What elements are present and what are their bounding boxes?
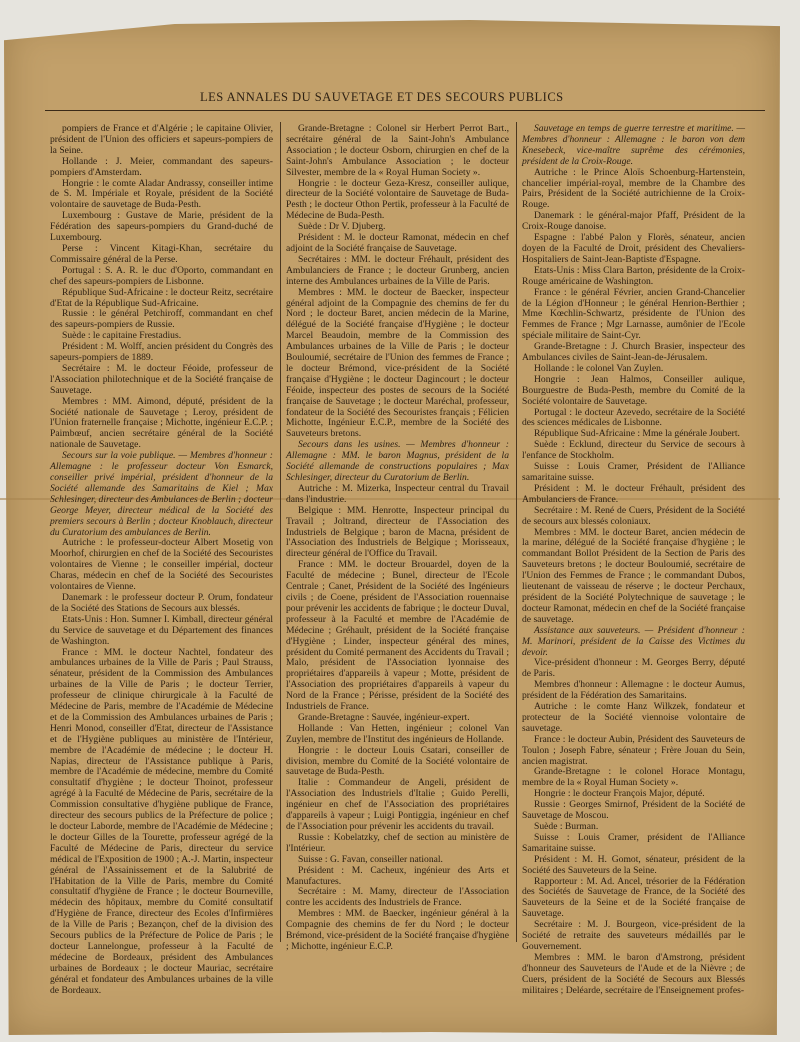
paragraph: Etats-Unis : Miss Clara Barton, présidente de la Croix-Rouge américaine de Washington.: [522, 264, 745, 287]
paragraph: pompiers de France et d'Algérie ; le capitaine Olivier, président de l'Union des officiers et sapeurs-pompiers de la Seine.: [50, 123, 273, 156]
paragraph: France : le général Février, ancien Grand-Chancelier de la Légion d'Honneur ; le général Henrion-Berthier ; Mme Kœchlin-Schwartz, présidente de l'Union des Femmes de France ; Mgr Larnasse, aumônier de l'Ecole spéciale militaire de Saint-Cyr.: [522, 286, 745, 342]
paragraph: Suède : Burman.: [534, 821, 599, 832]
paragraph: Membres : MM. le docteur de Baecker, inspecteur général adjoint de la Compagnie des chemins de fer du Nord ; le docteur Baret, ancien médecin de la Marine, délégué de la Société française d'Hygiène ; le docteur Marcel Beaudoin, membre de la Commission des Ambulances urbaines de la Ville de Paris ; le docteur Bouloumié, secrétaire de l'Union des femmes de France ; le docteur Brémond, vice-président de la Société française d'Hygiène ; le docteur Dagincourt ; le docteur Féoide, inspecteur des postes de secours de la Société française de Sauvetage ; le docteur Maréchal, professeur, fondateur de la Société des Secouristes français ; Félicien Michotte, Ingénieur E.C.P., membre de la Société des Sauveteurs bretons.: [286, 286, 509, 440]
paragraph: Italie : Commandeur de Angeli, président de l'Association des Industriels d'Italie ; Guido Perelli, ingénieur en chef de l'Association des propriétaires d'appareils à vapeur ; Luigi Pontiggia, ingénieur en chef de l'Association pour prévenir les accidents du travail.: [286, 777, 509, 832]
paragraph: Suède : Dr V. Djuberg.: [298, 221, 386, 233]
paragraph: Membres : MM. Aimond, député, président de la Société nationale de Sauvetage ; Leroy, président de l'Union fraternelle française ; Michotte, ingénieur E.C.P. ; Paimbœuf, ancien secrétaire général de la Société nationale de Sauvetage.: [50, 395, 273, 451]
paragraph: Danemark : le général-major Pfaff, Président de la Croix-Rouge danoise.: [522, 210, 745, 233]
paragraph: Assistance aux sauveteurs. — Président d'honneur : M. Marinori, président de la Caisse des Victimes du devoir.: [522, 624, 745, 658]
paragraph: Luxembourg : Gustave de Marie, président de la Fédération des sapeurs-pompiers du Grand-duché de Luxembourg.: [50, 210, 273, 244]
paragraph: Russie : Kobelatzky, chef de section au ministère de l'Intérieur.: [286, 831, 509, 854]
paragraph: France : MM. le docteur Nachtel, fondateur des ambulances urbaines de la Ville de Paris ; Paul Strauss, sénateur, président de la Commission des Ambulances urbaines de la Ville de Paris ; le docteur Terrier, professeur de clinique chirurgicale à la Faculté de Médecine de Paris, membre de l'Académie de Médecine et de la Commission des Ambulances urbaines de Paris ; Henri Monod, conseiller d'Etat, directeur de l'Assistance et de l'Hygiène publiques au ministère de l'Intérieur, membre de l'Académie de médecine ; le docteur H. Napias, directeur de l'Assistance publique à Paris, membre de l'Académie de médecine, membre du Comité consultatif d'hygiène ; le docteur Thoinot, professeur agrégé à la Faculté de Médecine de Paris, secrétaire de la Commission consultative d'hygiène publique de France, directeur des secours publics de la Préfecture de police ; le docteur Laborde, membre de l'Académie de Médecine ; le docteur Gilles de la Tourette, professeur agrégé de la Faculté de Médecine de Paris, directeur du service médical de l'Exposition de 1900 ; A.-J. Martin, inspecteur général de l'Assainissement et de la Salubrité de l'Habitation de la Ville de Paris, membre du Comité consultatif d'hygiène de France ; le docteur Bourneville, médecin des hôpitaux, membre du Comité consultatif d'Hygiène de France, directeur des Ecoles d'Infirmières de la Ville de Paris ; Bezançon, chef de la division des Secours publics de la Préfecture de Police de Paris ; le docteur Lannelongue, professeur à la Faculté de médecine de Bordeaux, président des Ambulances urbaines de Bordeaux ; le docteur Mauriac, secrétaire général et fondateur des Ambulances urbaines de la ville de Bordeaux.: [50, 646, 273, 996]
paragraph: Grande-Bretagne : J. Church Brasier, inspecteur des Ambulances civiles de Saint-Jean-de-Jérusalem.: [522, 341, 745, 364]
text-column-middle: [286, 124, 509, 953]
paragraph: Autriche : le Prince Aloïs Schoenburg-Hartenstein, chancelier impérial-royal, membre de la Chambre des Pairs, Président de la Société autrichienne de la Croix-Rouge.: [522, 166, 745, 211]
paragraph: Secrétaire : M. le docteur Féoide, professeur de l'Association philotechnique et de la Société française de Sauvetage.: [50, 362, 273, 396]
paragraph: France : MM. le docteur Brouardel, doyen de la Faculté de médecine ; Bunel, directeur de l'Ecole Centrale ; Canet, Président de la Société des Ingénieurs civils ; de Coene, président de l'Association rouennaise pour prévenir les accidents de fabrique ; le docteur Duval, professeur à la Faculté et membre de l'Académie de Médecine ; Gréhault, président de la Société française d'Hygiène ; Linder, inspecteur général des mines, président du Comité permanent des Accidents du Travail ; Malo, président de l'Association lyonnaise des propriétaires d'appareils à vapeur ; Motte, président de l'Association des propriétaires d'appareils à vapeur du Nord de la France ; Périsse, président de la Société des Industriels de France.: [286, 559, 509, 713]
paragraph: Hongrie : le docteur Geza-Kresz, conseiller aulique, directeur de la Société volontaire de Sauvetage de Buda-Pesth ; le docteur Othon Pertik, professeur à la Faculté de Médecine de Buda-Pesth.: [286, 177, 509, 222]
paragraph: Grande-Bretagne : Colonel sir Herbert Perrot Bart., secrétaire général de la Saint-John's Ambulance Association ; le docteur Osborn, chirurgien en chef de la Saint-John's Ambulance Association ; le docteur Silvester, membre de la « Royal Human Society ».: [286, 123, 509, 178]
paragraph: Danemark : le professeur docteur P. Orum, fondateur de la Société des Stations de Secours aux blessés.: [50, 591, 273, 614]
paragraph: Grande-Bretagne : Sauvée, ingénieur-expert.: [298, 711, 470, 723]
paragraph: Secours sur la voie publique. — Membres d'honneur : Allemagne : le professeur docteur Von Esmarck, conseiller privé impérial, président d'honneur de la Société allemande des Samaritains de Kiel ; Max Schlesinger, directeur des Ambulances de Berlin ; docteur George Meyer, directeur médical de la Société des premiers secours à Berlin ; docteur Knoblauch, directeur du Curatorium des ambulances de Berlin.: [50, 450, 273, 538]
paragraph: Membres : MM. le docteur Baret, ancien médecin de la marine, délégué de la Société française d'hygiène ; le commandant Bollot Président de la Section de Paris des Sauveteurs bretons ; le docteur Bouloumié, secrétaire de l'Union des Femmes de France ; le commandant Dubos, lieutenant de vaisseau de réserve ; le docteur Perchaux, président de la Société Polytechnique de sauvetage ; le docteur Ramonat, médecin en chef de la Société française de sauvetage.: [522, 526, 745, 625]
paragraph: Secrétaire : M. Mamy, directeur de l'Association contre les accidents des Industriels de France.: [286, 886, 509, 909]
text-column-left: [50, 124, 273, 997]
paragraph: Portugal : S. A. R. le duc d'Oporto, commandant en chef des sapeurs-pompiers de Lisbonne.: [50, 264, 273, 287]
paragraph: Autriche : le professeur-docteur Albert Mosetig von Moorhof, chirurgien en chef de la Société des Secouristes volontaires de Vienne ; le conseiller impérial, docteur Charas, médecin en chef de la Société des Secouristes volontaires de Vienne.: [50, 537, 273, 593]
paragraph: Vice-président d'honneur : M. Georges Berry, député de Paris.: [522, 657, 745, 680]
paragraph: Rapporteur : M. Ad. Ancel, trésorier de la Fédération des Sociétés de Sauvetage de France, de la Société des Sauveteurs de la Seine et de la Société française de Sauvetage.: [522, 875, 745, 920]
paragraph: Hongrie : Jean Halmos, Conseiller aulique, Bourguestre de Buda-Pesth, membre du Comité de la Société volontaire de Sauvetage.: [522, 373, 745, 407]
column-divider: [516, 122, 517, 942]
paragraph: Espagne : l'abbé Palon y Florès, sénateur, ancien doyen de la Faculté de Droit, président des Chevaliers-Hospitaliers de Saint-Jean-Baptiste d'Espagne.: [522, 232, 745, 265]
paragraph: Suisse : G. Favan, conseiller national.: [298, 853, 443, 865]
paragraph: Membres d'honneur : Allemagne : le docteur Aumus, président de la Fédération des Samaritains.: [522, 679, 745, 702]
paragraph: Président : M. le docteur Fréhault, président des Ambulanciers de France.: [522, 482, 745, 505]
paragraph: Grande-Bretagne : le colonel Horace Montagu, membre de la « Royal Human Society ».: [522, 766, 745, 789]
paragraph: Suisse : Louis Cramer, président de l'Alliance Samaritaine suisse.: [522, 831, 745, 854]
paragraph: Belgique : MM. Henrotte, Inspecteur principal du Travail ; Joltrand, directeur de l'Association des Industriels de Belgique ; baron de Macna, président de l'Association des Industriels de Belgique ; Morisseaux, directeur général de l'Office du Travail.: [286, 504, 509, 560]
paragraph: Hollande : le colonel Van Zuylen.: [534, 362, 664, 374]
paragraph: Suède : le capitaine Frestadius.: [62, 330, 182, 342]
paragraph: Russie : le général Petchiroff, commandant en chef des sapeurs-pompiers de Russie.: [50, 308, 273, 331]
column-divider: [280, 122, 281, 942]
paragraph: Président : M. Cacheux, ingénieur des Arts et Manufactures.: [286, 864, 509, 887]
paragraph: Hollande : J. Meier, commandant des sapeurs-pompiers d'Amsterdam.: [50, 155, 273, 178]
paragraph: Suède : Ecklund, directeur du Service de secours à l'enfance de Stockholm.: [522, 439, 745, 462]
paragraph: Portugal : le docteur Azevedo, secrétaire de la Société des sciences médicales de Lisbonne.: [522, 406, 745, 429]
paragraph: Hongrie : le docteur François Major, député.: [534, 788, 705, 800]
paragraph: Membres : MM. le baron d'Amstrong, président d'honneur des Sauveteurs de l'Aude et de la Nièvre ; de Cuers, président de la Société de Secours aux Blessés militaires ; Deléarde, secrétaire de l'Enseignement profes-: [522, 951, 745, 996]
paragraph: Russie : Georges Smirnof, Président de la Société de Sauvetage de Moscou.: [522, 799, 745, 822]
paragraph: Autriche : M. Mizerka, Inspecteur central du Travail dans l'industrie.: [286, 482, 509, 505]
paragraph: Autriche : le comte Hanz Wilkzek, fondateur et protecteur de la Société viennoise volontaire de sauvetage.: [522, 701, 745, 734]
paragraph: Secrétaires : MM. le docteur Fréhault, président des Ambulanciers de France ; le docteur Grunberg, ancien interne des Ambulances urbaines de la Ville de Paris.: [286, 253, 509, 287]
paragraph: Sauvetage en temps de guerre terrestre et maritime. — Membres d'honneur : Allemagne : le baron von dem Knesebeck, vice-maître suprême des cérémonies, président de la Croix-Rouge.: [522, 123, 745, 167]
paragraph: Hongrie : le comte Aladar Andrassy, conseiller intime de S. M. Impériale et Royale, président de la Société volontaire de sauvetage de Buda-Pesth.: [50, 177, 273, 211]
paragraph: Etats-Unis : Hon. Sumner I. Kimball, directeur général du Service de sauvetage et du Département des finances de Washington.: [50, 613, 273, 647]
text-column-right: [522, 124, 745, 997]
paragraph: Secrétaire : M. René de Cuers, Président de la Société de secours aux blessés coloniaux.: [522, 504, 745, 527]
paragraph: Président : M. H. Gomot, sénateur, président de la Société des Sauveteurs de la Seine.: [522, 853, 745, 876]
page-header: LES ANNALES DU SAUVETAGE ET DES SECOURS PUBLICS: [200, 90, 564, 104]
paragraph: République Sud-Africaine : Mme la générale Joubert.: [534, 428, 740, 440]
paragraph: Membres : MM. de Baecker, ingénieur général à la Compagnie des chemins de fer du Nord ; le docteur Brémond, vice-président de la Société française d'hygiène ; Michotte, ingénieur E.C.P.: [286, 908, 509, 952]
paragraph: Secours dans les usines. — Membres d'honneur : Allemagne : MM. le baron Magnus, président de la Société allemande de constructions populaires ; Max Schlesinger, directeur du Curatorium de Berlin.: [286, 439, 509, 483]
paragraph: Président : M. Wolff, ancien président du Congrès des sapeurs-pompiers de 1889.: [50, 341, 273, 364]
paragraph: République Sud-Africaine : le docteur Reitz, secrétaire d'Etat de la République Sud-Africaine.: [50, 286, 273, 309]
paragraph: Hollande : Van Hetten, ingénieur ; colonel Van Zuylen, membre de l'Institut des ingénieurs de Hollande.: [286, 722, 509, 745]
paragraph: Président : M. le docteur Ramonat, médecin en chef adjoint de la Société française de Sauvetage.: [286, 232, 509, 254]
paragraph: Suisse : Louis Cramer, Président de l'Alliance samaritaine suisse.: [522, 461, 745, 483]
paragraph: France : le docteur Aubin, Président des Sauveteurs de Toulon ; Joseph Fabre, sénateur ; Frère Jouan du Sein, ancien magistrat.: [522, 733, 745, 767]
paragraph: Perse : Vincent Kitagi-Khan, secrétaire du Commissaire général de la Perse.: [50, 242, 273, 265]
paragraph: Secrétaire : M. J. Bourgeon, vice-président de la Société de retraite des sauveteurs médaillés par le Gouvernement.: [522, 919, 745, 952]
header-rule: [45, 110, 765, 111]
paragraph: Hongrie : le docteur Louis Csatari, conseiller de division, membre du Comité de la Société volontaire de sauvetage de Buda-Pesth.: [286, 744, 509, 778]
